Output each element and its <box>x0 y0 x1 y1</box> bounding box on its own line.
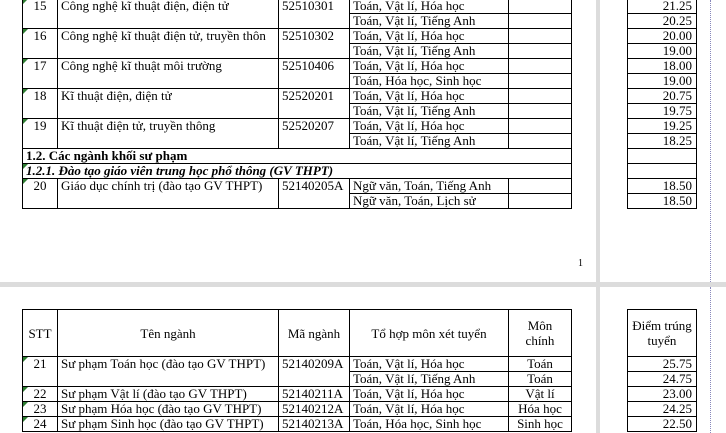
table-row <box>23 59 572 74</box>
bottom-score-column <box>627 309 697 432</box>
major-name-cell: Kĩ thuật điện, điện tử <box>58 89 279 104</box>
combo-cell: Toán, Vật lí, Tiếng Anh <box>350 44 509 59</box>
table-header-row <box>23 310 572 357</box>
major-code-cell: 52140205A <box>279 179 350 194</box>
combo-cell: Ngữ văn, Toán, Lịch sử <box>350 194 509 209</box>
stt-cell: 23 <box>23 402 58 417</box>
combo-cell: Toán, Vật lí, Tiếng Anh <box>350 14 509 29</box>
major-name-cell: Giáo dục chính trị (đào tạo GV THPT) <box>58 179 279 194</box>
section-row <box>23 149 572 164</box>
combo-cell: Toán, Vật lí, Hóa học <box>350 357 509 372</box>
top-admission-table <box>22 0 572 209</box>
major-name-cell: Công nghệ kĩ thuật môi trường <box>58 59 279 74</box>
section-heading-1-2: 1.2. Các ngành khối sư phạm <box>23 149 572 164</box>
major-name-cell: Sư phạm Toán học (đào tạo GV THPT) <box>58 357 279 372</box>
main-subject-cell: Hóa học <box>509 402 572 417</box>
header-main-subject: Môn chính <box>509 310 572 357</box>
major-name-cell: Công nghệ kĩ thuật điện, điện tử <box>58 0 279 14</box>
stt-cell: 24 <box>23 417 58 432</box>
combo-cell: Toán, Hóa học, Sinh học <box>350 417 509 432</box>
section-row <box>23 164 572 179</box>
major-code-cell: 52520207 <box>279 119 350 134</box>
major-name-cell: Kĩ thuật điện tử, truyền thông <box>58 119 279 134</box>
score-cell: 18.50 <box>628 179 697 194</box>
score-cell: 21.25 <box>628 0 697 14</box>
score-cell: 20.00 <box>628 29 697 44</box>
combo-cell: Toán, Vật lí, Tiếng Anh <box>350 104 509 119</box>
table-row <box>23 402 572 417</box>
score-cell-empty <box>628 164 697 179</box>
stt-cell: 22 <box>23 387 58 402</box>
major-code-cell: 52140209A <box>279 357 350 372</box>
header-major-code: Mã ngành <box>279 310 350 357</box>
combo-cell: Toán, Vật lí, Hóa học <box>350 387 509 402</box>
combo-cell: Toán, Vật lí, Hóa học <box>350 89 509 104</box>
stt-cell: 21 <box>23 357 58 372</box>
score-cell: 23.00 <box>628 387 697 402</box>
main-subject-cell: Toán <box>509 357 572 372</box>
score-cell: 20.25 <box>628 14 697 29</box>
stt-cell: 20 <box>23 179 58 194</box>
main-subject-cell: Vật lí <box>509 387 572 402</box>
section-heading-1-2-1: 1.2.1. Đào tạo giáo viên trung học phổ thông (GV THPT) <box>23 164 572 179</box>
score-cell: 19.00 <box>628 44 697 59</box>
page-break-vertical <box>596 0 600 433</box>
table-row <box>23 134 572 149</box>
bottom-admission-table <box>22 309 572 432</box>
major-name-cell: Sư phạm Sinh học (đào tạo GV THPT) <box>58 417 279 432</box>
score-cell: 19.75 <box>628 104 697 119</box>
combo-cell: Toán, Vật lí, Tiếng Anh <box>350 134 509 149</box>
score-cell: 25.75 <box>628 357 697 372</box>
combo-cell: Toán, Vật lí, Hóa học <box>350 402 509 417</box>
combo-cell: Toán, Vật lí, Hóa học <box>350 0 509 14</box>
table-row <box>23 89 572 104</box>
table-row <box>23 372 572 387</box>
major-name-cell: Công nghệ kĩ thuật điện tử, truyền thôn <box>58 29 279 44</box>
header-major-name: Tên ngành <box>58 310 279 357</box>
stt-cell: 18 <box>23 89 58 104</box>
major-code-cell: 52510301 <box>279 0 350 14</box>
major-code-cell: 52510302 <box>279 29 350 44</box>
combo-cell: Toán, Hóa học, Sinh học <box>350 74 509 89</box>
major-name-cell: Sư phạm Hóa học (đào tạo GV THPT) <box>58 402 279 417</box>
score-cell: 18.00 <box>628 59 697 74</box>
major-code-cell: 52140213A <box>279 417 350 432</box>
table-row <box>23 119 572 134</box>
table-row <box>23 74 572 89</box>
major-code-cell: 52520201 <box>279 89 350 104</box>
gridline <box>710 287 711 433</box>
table-row <box>23 14 572 29</box>
main-subject-cell <box>509 0 572 14</box>
score-cell: 18.25 <box>628 134 697 149</box>
score-cell: 24.25 <box>628 402 697 417</box>
major-code-cell: 52140211A <box>279 387 350 402</box>
table-row <box>23 387 572 402</box>
major-code-cell: 52140212A <box>279 402 350 417</box>
header-stt: STT <box>23 310 58 357</box>
major-code-cell: 52510406 <box>279 59 350 74</box>
stt-cell: 19 <box>23 119 58 134</box>
header-score: Điểm trúng tuyển <box>628 310 697 357</box>
score-cell: 24.75 <box>628 372 697 387</box>
main-subject-cell: Sinh học <box>509 417 572 432</box>
major-name-cell: Sư phạm Vật lí (đào tạo GV THPT) <box>58 387 279 402</box>
page-number: 1 <box>578 258 583 269</box>
score-cell: 18.50 <box>628 194 697 209</box>
score-cell: 19.25 <box>628 119 697 134</box>
stt-cell: 16 <box>23 29 58 44</box>
table-row <box>23 179 572 194</box>
header-subject-combo: Tổ hợp môn xét tuyển <box>350 310 509 357</box>
table-row <box>23 29 572 44</box>
table-row <box>23 0 572 14</box>
gridline <box>710 0 711 282</box>
table-row <box>23 417 572 432</box>
table-row <box>23 194 572 209</box>
main-subject-cell: Toán <box>509 372 572 387</box>
combo-cell: Ngữ văn, Toán, Tiếng Anh <box>350 179 509 194</box>
table-row <box>23 44 572 59</box>
combo-cell: Toán, Vật lí, Hóa học <box>350 29 509 44</box>
table-row <box>23 357 572 372</box>
score-cell-empty <box>628 149 697 164</box>
stt-cell: 17 <box>23 59 58 74</box>
combo-cell: Toán, Vật lí, Hóa học <box>350 59 509 74</box>
top-score-column <box>627 0 697 209</box>
score-cell: 20.75 <box>628 89 697 104</box>
combo-cell: Toán, Vật lí, Hóa học <box>350 119 509 134</box>
table-row <box>23 104 572 119</box>
page-break-horizontal <box>0 282 726 287</box>
score-cell: 19.00 <box>628 74 697 89</box>
combo-cell: Toán, Vật lí, Tiếng Anh <box>350 372 509 387</box>
stt-cell: 15 <box>23 0 58 14</box>
score-cell: 22.50 <box>628 417 697 432</box>
